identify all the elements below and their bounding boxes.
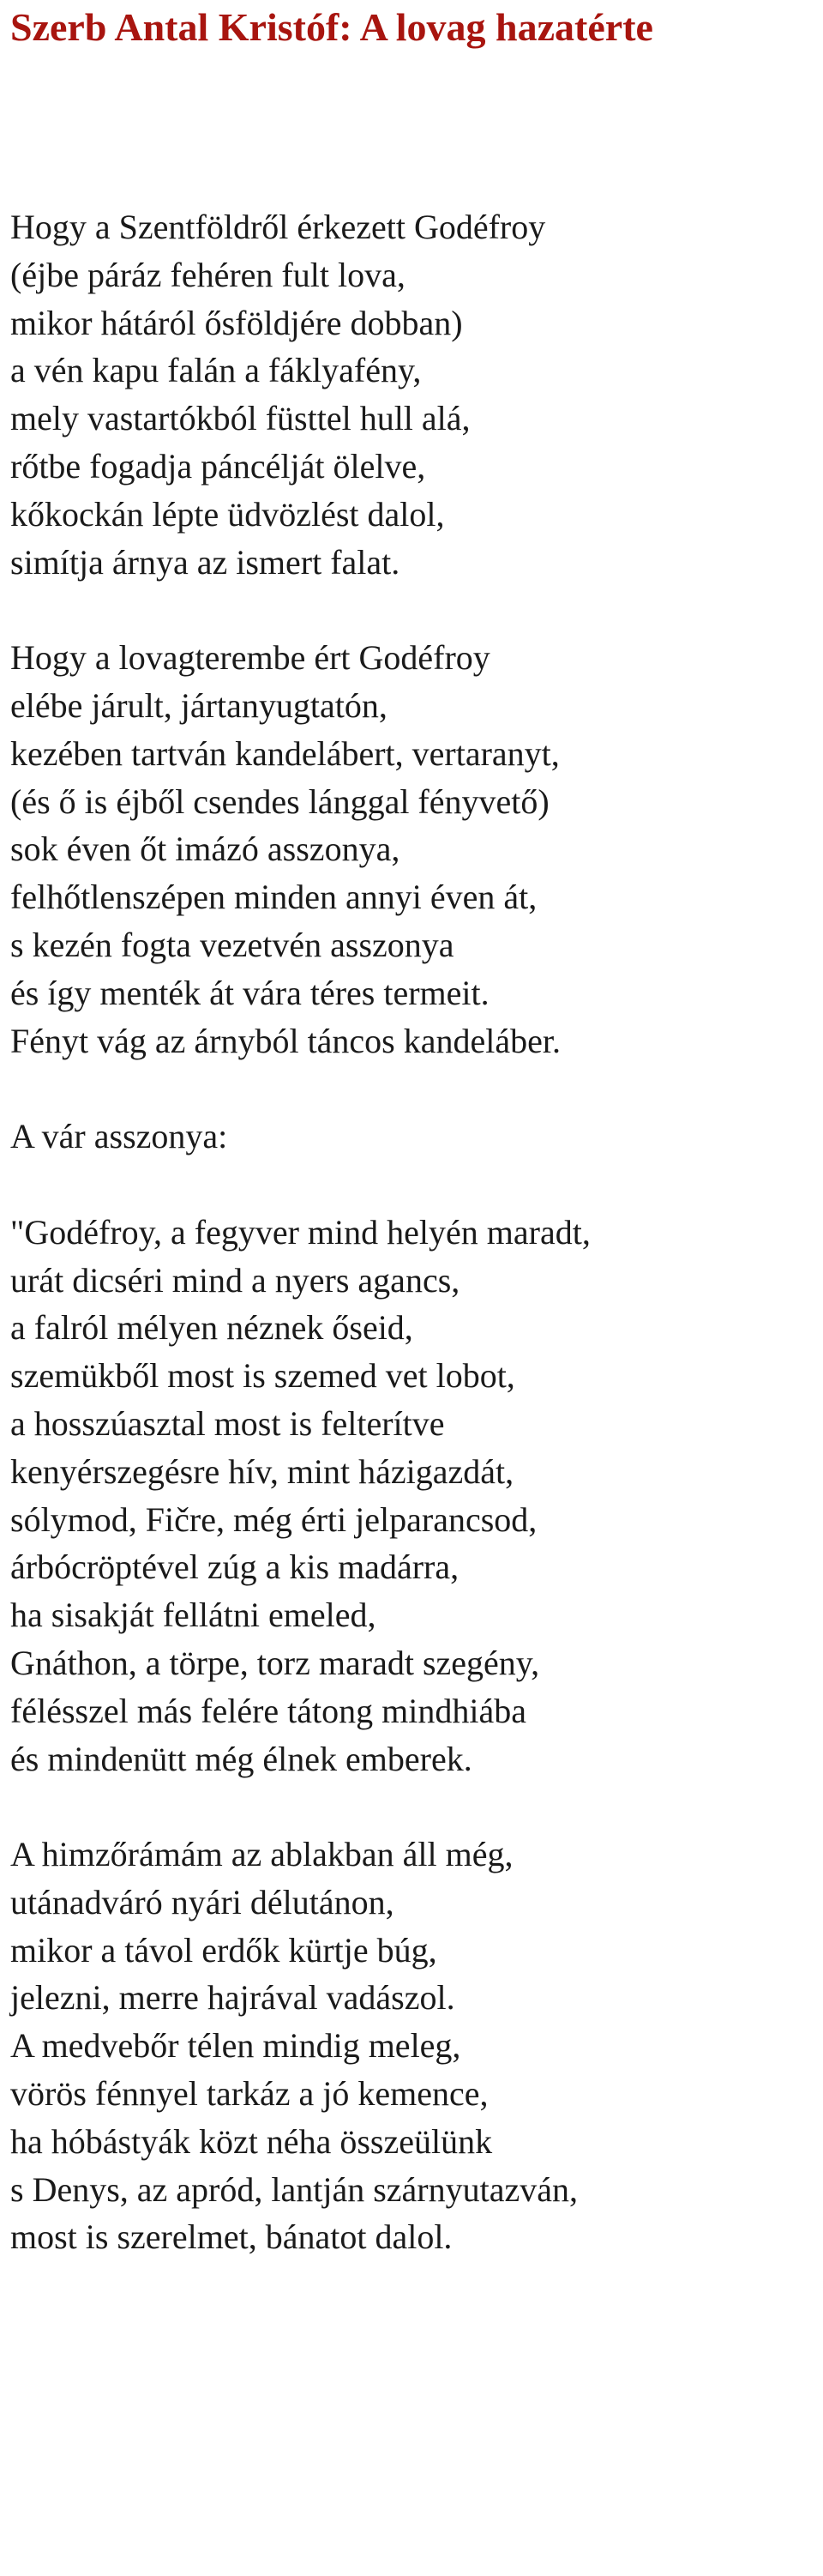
poem-line: A himzőrámám az ablakban áll még,	[10, 1835, 514, 1874]
stanza-gap	[10, 586, 816, 634]
poem-line: (éjbe páráz fehéren fult lova,	[10, 255, 405, 294]
poem-line: és így menték át vára téres termeit.	[10, 973, 490, 1012]
poem-body	[10, 203, 816, 2261]
poem-line: a hosszúasztal most is felterítve	[10, 1403, 445, 1443]
poem-line: A medvebőr télen mindig meleg,	[10, 2026, 461, 2066]
poem-line: Hogy a lovagterembe ért Godéfroy	[10, 638, 490, 678]
poem-line: mely vastartókból füsttel hull alá,	[10, 399, 471, 438]
poem-line: félésszel más felére tátong mindhiába	[10, 1691, 526, 1730]
page-title: Szerb Antal Kristóf: A lovag hazatérte	[10, 5, 653, 49]
poem-line: a falról mélyen néznek őseid,	[10, 1308, 413, 1348]
poem-line: árbócröptével zúg a kis madárra,	[10, 1547, 460, 1587]
stanza	[10, 203, 816, 586]
poem-line: "Godéfroy, a fegyver mind helyén maradt,	[10, 1212, 591, 1252]
poem-line: kezében tartván kandelábert, vertaranyt,	[10, 733, 560, 773]
poem-line: kenyérszegésre hív, mint házigazdát,	[10, 1451, 514, 1491]
stanza-gap	[10, 1161, 816, 1209]
poem-line: sok éven őt imázó asszonya,	[10, 830, 400, 869]
poem-line: jelezni, merre hajrával vadászol.	[10, 1978, 455, 2018]
poem-line: Gnáthon, a törpe, torz maradt szegény,	[10, 1643, 540, 1682]
poem-line: ha sisakját fellátni emeled,	[10, 1596, 376, 1635]
poem-line: sólymod, Fičre, még érti jelparancsod,	[10, 1499, 538, 1539]
poem-line: s Denys, az apród, lantján szárnyutazván,	[10, 2169, 578, 2209]
poem-line: rőtbe fogadja páncélját ölelve,	[10, 446, 426, 486]
poem-line: kőkockán lépte üdvözlést dalol,	[10, 494, 445, 534]
poem-line: simítja árnya az ismert falat.	[10, 542, 400, 582]
stanza-gap	[10, 1783, 816, 1831]
stanza	[10, 1209, 816, 1783]
poem-line: (és ő is éjből csendes lánggal fényvető)	[10, 781, 550, 821]
stanza	[10, 634, 816, 1065]
poem-line: Fényt vág az árnyból táncos kandeláber.	[10, 1021, 561, 1060]
stanza	[10, 1831, 816, 2261]
poem-line: urát dicséri mind a nyers agancs,	[10, 1260, 460, 1300]
poem-line: felhőtlenszépen minden annyi éven át,	[10, 878, 538, 917]
poem-line: mikor a távol erdők kürtje búg,	[10, 1930, 437, 1970]
poem-line: utánadváró nyári délutánon,	[10, 1882, 394, 1921]
poem-line: elébe járult, jártanyugtatón,	[10, 685, 387, 725]
poem-line: s kezén fogta vezetvén asszonya	[10, 925, 454, 964]
poem-line: ha hóbástyák közt néha összeülünk	[10, 2121, 493, 2161]
poem-line: és mindenütt még élnek emberek.	[10, 1739, 472, 1778]
poem-line: Hogy a Szentföldről érkezett Godéfroy	[10, 208, 546, 246]
poem-line: mikor hátáról ősföldjére dobban)	[10, 303, 463, 342]
stanza	[10, 1113, 816, 1161]
stanza-gap	[10, 1065, 816, 1113]
poem-line: a vén kapu falán a fáklyafény,	[10, 351, 422, 390]
poem-line: szemükből most is szemed vet lobot,	[10, 1356, 515, 1396]
poem-line: most is szerelmet, bánatot dalol.	[10, 2217, 453, 2257]
poem-line: vörös fénnyel tarkáz a jó kemence,	[10, 2074, 489, 2114]
poem-line: A vár asszonya:	[10, 1117, 228, 1156]
